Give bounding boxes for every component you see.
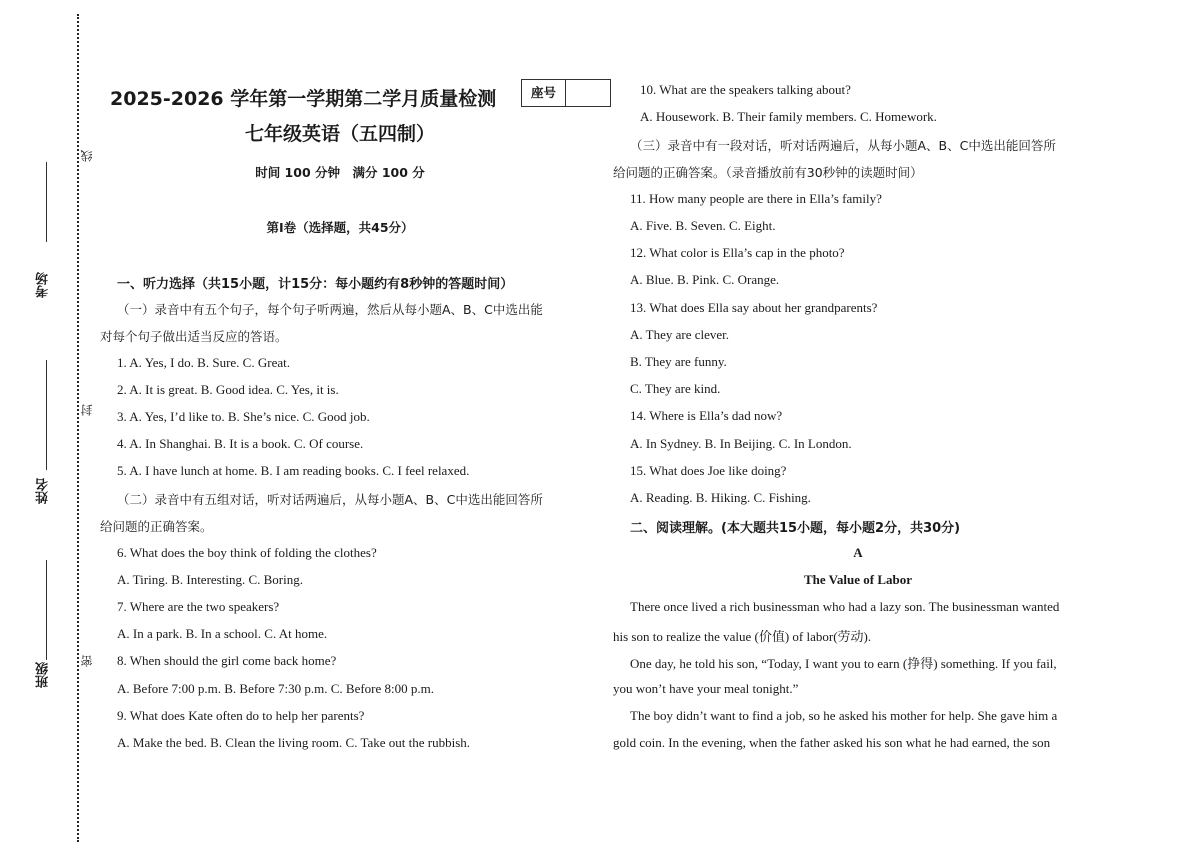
question-line: A. Before 7:00 p.m. B. Before 7:30 p.m. C. Before 8:00 p.m. [117, 681, 435, 696]
exam-room-label: 考场 [36, 272, 51, 298]
question-line: 5. A. I have lunch at home. B. I am reading books. C. I feel relaxed. [117, 463, 470, 478]
question-line: A. They are clever. [630, 327, 730, 342]
part3-instructions-line2: 给问题的正确答案。（录音播放前有30秒钟的读题时间） [613, 165, 923, 180]
part2-instructions-line1: （二）录音中有五组对话，听对话两遍后，从每小题A、B、C中选出能回答所 [117, 492, 543, 507]
question-line: A. Housework. B. Their family members. C. Homework. [640, 109, 937, 124]
question-line: 14. Where is Ella’s dad now? [630, 408, 783, 423]
passage-title: The Value of Labor [804, 572, 912, 587]
question-line: A. Make the bed. B. Clean the living room. C. Take out the rubbish. [117, 735, 471, 750]
question-line: 6. What does the boy think of folding the clothes? [117, 545, 377, 560]
question-line: A. Five. B. Seven. C. Eight. [630, 218, 776, 233]
exam-room-blank [46, 162, 47, 242]
class-label: 班级 [36, 662, 51, 688]
question-line: 8. When should the girl come back home? [117, 653, 337, 668]
part2-instructions-line2: 给问题的正确答案。 [100, 519, 213, 534]
seal-char-seal: 封 [80, 404, 94, 416]
question-line: 1. A. Yes, I do. B. Sure. C. Great. [117, 355, 290, 370]
question-line: 9. What does Kate often do to help her parents? [117, 708, 365, 723]
question-line: 4. A. In Shanghai. B. It is a book. C. Of course. [117, 436, 364, 451]
volume-title: 第Ⅰ卷（选择题，共45分） [266, 220, 414, 235]
exam-subtitle: 七年级英语（五四制） [244, 123, 435, 145]
question-line: A. Reading. B. Hiking. C. Fishing. [630, 490, 811, 505]
passage-line: gold coin. In the evening, when the father asked his son what he had earned, the son [613, 735, 1051, 750]
passage-line: his son to realize the value (价值) of labor(劳动). [613, 629, 872, 644]
question-line: C. They are kind. [630, 381, 721, 396]
part1-instructions-line1: （一）录音中有五个句子，每个句子听两遍，然后从每小题A、B、C中选出能 [117, 302, 543, 317]
binding-dotted-line [77, 14, 79, 842]
question-line: B. They are funny. [630, 354, 727, 369]
question-line: 13. What does Ella say about her grandparents? [630, 300, 878, 315]
class-blank [46, 560, 47, 660]
passage-line: you won’t have your meal tonight.” [613, 681, 799, 696]
passage-line: The boy didn’t want to find a job, so he asked his mother for help. She gave him a [630, 708, 1058, 723]
section-reading-title: 二、阅读理解。(本大题共15小题，每小题2分，共30分) [630, 521, 961, 536]
part3-instructions-line1: （三）录音中有一段对话，听对话两遍后，从每小题A、B、C中选出能回答所 [630, 138, 1056, 153]
passage-line: One day, he told his son, “Today, I want you to earn (挣得) something. If you fail, [630, 656, 1057, 671]
seat-number-label: 座号 [522, 80, 566, 106]
question-line: 10. What are the speakers talking about? [640, 82, 851, 97]
question-line: A. Blue. B. Pink. C. Orange. [630, 272, 780, 287]
question-line: A. In Sydney. B. In Beijing. C. In London. [630, 436, 852, 451]
question-line: A. Tiring. B. Interesting. C. Boring. [117, 572, 303, 587]
question-line: A. In a park. B. In a school. C. At home. [117, 626, 328, 641]
exam-title: 2025-2026 学年第一学期第二学月质量检测 [110, 88, 497, 110]
time-score: 时间 100 分钟 满分 100 分 [255, 165, 425, 180]
question-line: 15. What does Joe like doing? [630, 463, 787, 478]
section-listening-title: 一、听力选择（共15小题，计15分：每小题约有8秒钟的答题时间） [117, 277, 514, 292]
seal-char-secret: 密 [80, 655, 94, 667]
passage-line: There once lived a rich businessman who had a lazy son. The businessman wanted [630, 599, 1060, 614]
question-line: 12. What color is Ella’s cap in the photo? [630, 245, 845, 260]
question-line: 2. A. It is great. B. Good idea. C. Yes, it is. [117, 382, 339, 397]
seal-char-line: 线 [80, 150, 94, 162]
question-line: 3. A. Yes, I’d like to. B. She’s nice. C. Good job. [117, 409, 370, 424]
name-blank [46, 360, 47, 470]
seat-number-box[interactable] [521, 79, 611, 107]
name-label: 姓名 [36, 478, 51, 504]
question-line: 11. How many people are there in Ella’s family? [630, 191, 882, 206]
part1-instructions-line2: 对每个句子做出适当反应的答语。 [100, 329, 288, 344]
question-line: 7. Where are the two speakers? [117, 599, 280, 614]
passage-letter: A [853, 545, 863, 560]
